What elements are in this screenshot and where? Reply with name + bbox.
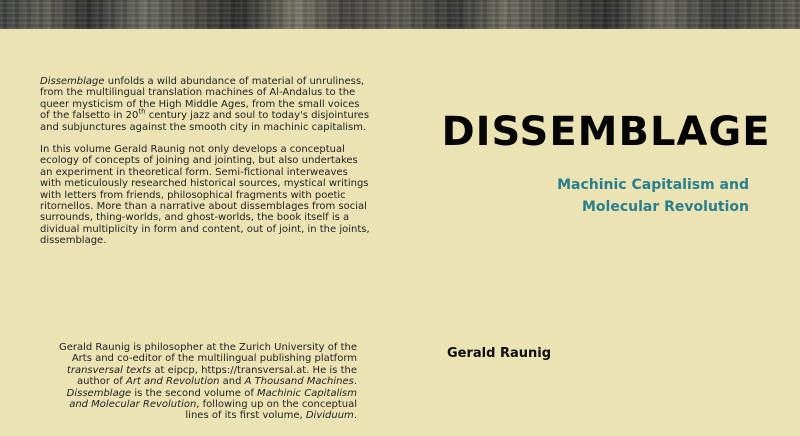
bio-italic: Art and Revolution [125,376,220,388]
back-cover-blurb [40,76,370,258]
blurb-text: unfolds a wild abundance of material of unruliness, from the multilingual translation machines of Al-Andalus to the queer mysticism of the High Middle Ages, from the small voices of the falsetto in 20 [40,76,365,122]
bio-text: . [353,410,357,422]
subtitle-line-1: Machinic Capitalism and [557,177,749,193]
bio-italic: Machinic Capitalism and Molecular Revolution [69,387,357,411]
bio-text: , following up on the conceptual lines of its first volume, [185,399,357,422]
bio-text: Gerald Raunig is philosopher at the Zurich University of the Arts and co-editor of the multilingual publishing platform [58,342,357,365]
bio-italic: Dividuum [305,410,354,422]
cover-photo-strip [0,0,800,29]
blurb-paragraph-1 [40,76,370,133]
blurb-paragraph-2: In this volume Gerald Raunig not only develops a conceptual ecology of concepts of joining and jointing, but also undertakes an experiment in theoretical form. Semi-fictional interweaves with meticulously researched historical sources, mystical writings with letters from friends, philosophical fragments with poetic ritornellos. More than a narrative about dissemblages from social surrounds, thing-worlds, and ghost-worlds, the book itself is a dividual multiplicity in form and content, out of joint, in the joints, dissemblage. [40,144,370,247]
blurb-superscript: th [138,107,146,116]
bio-text: . [353,376,357,388]
book-title: DISSEMBLAGE [441,109,771,155]
bio-text: at eipcp, https://transversal.at. He is the author of [77,364,357,388]
bio-text: is the second volume of [131,387,258,399]
blurb-text: century jazz and soul to today's disjointures and subjunctures against the smooth city in machinic capitalism. [40,110,370,133]
bio-italic: A Thousand Machines [244,376,354,388]
subtitle-line-2: Molecular Revolution [582,199,749,215]
bio-italic: transversal texts [66,364,152,376]
author-name: Gerald Raunig [447,346,552,361]
blurb-title-italic: Dissemblage [40,76,105,87]
bio-italic: Dissemblage [66,387,132,399]
author-bio [57,342,357,422]
book-subtitle [500,174,749,218]
bio-text: and [219,376,245,388]
